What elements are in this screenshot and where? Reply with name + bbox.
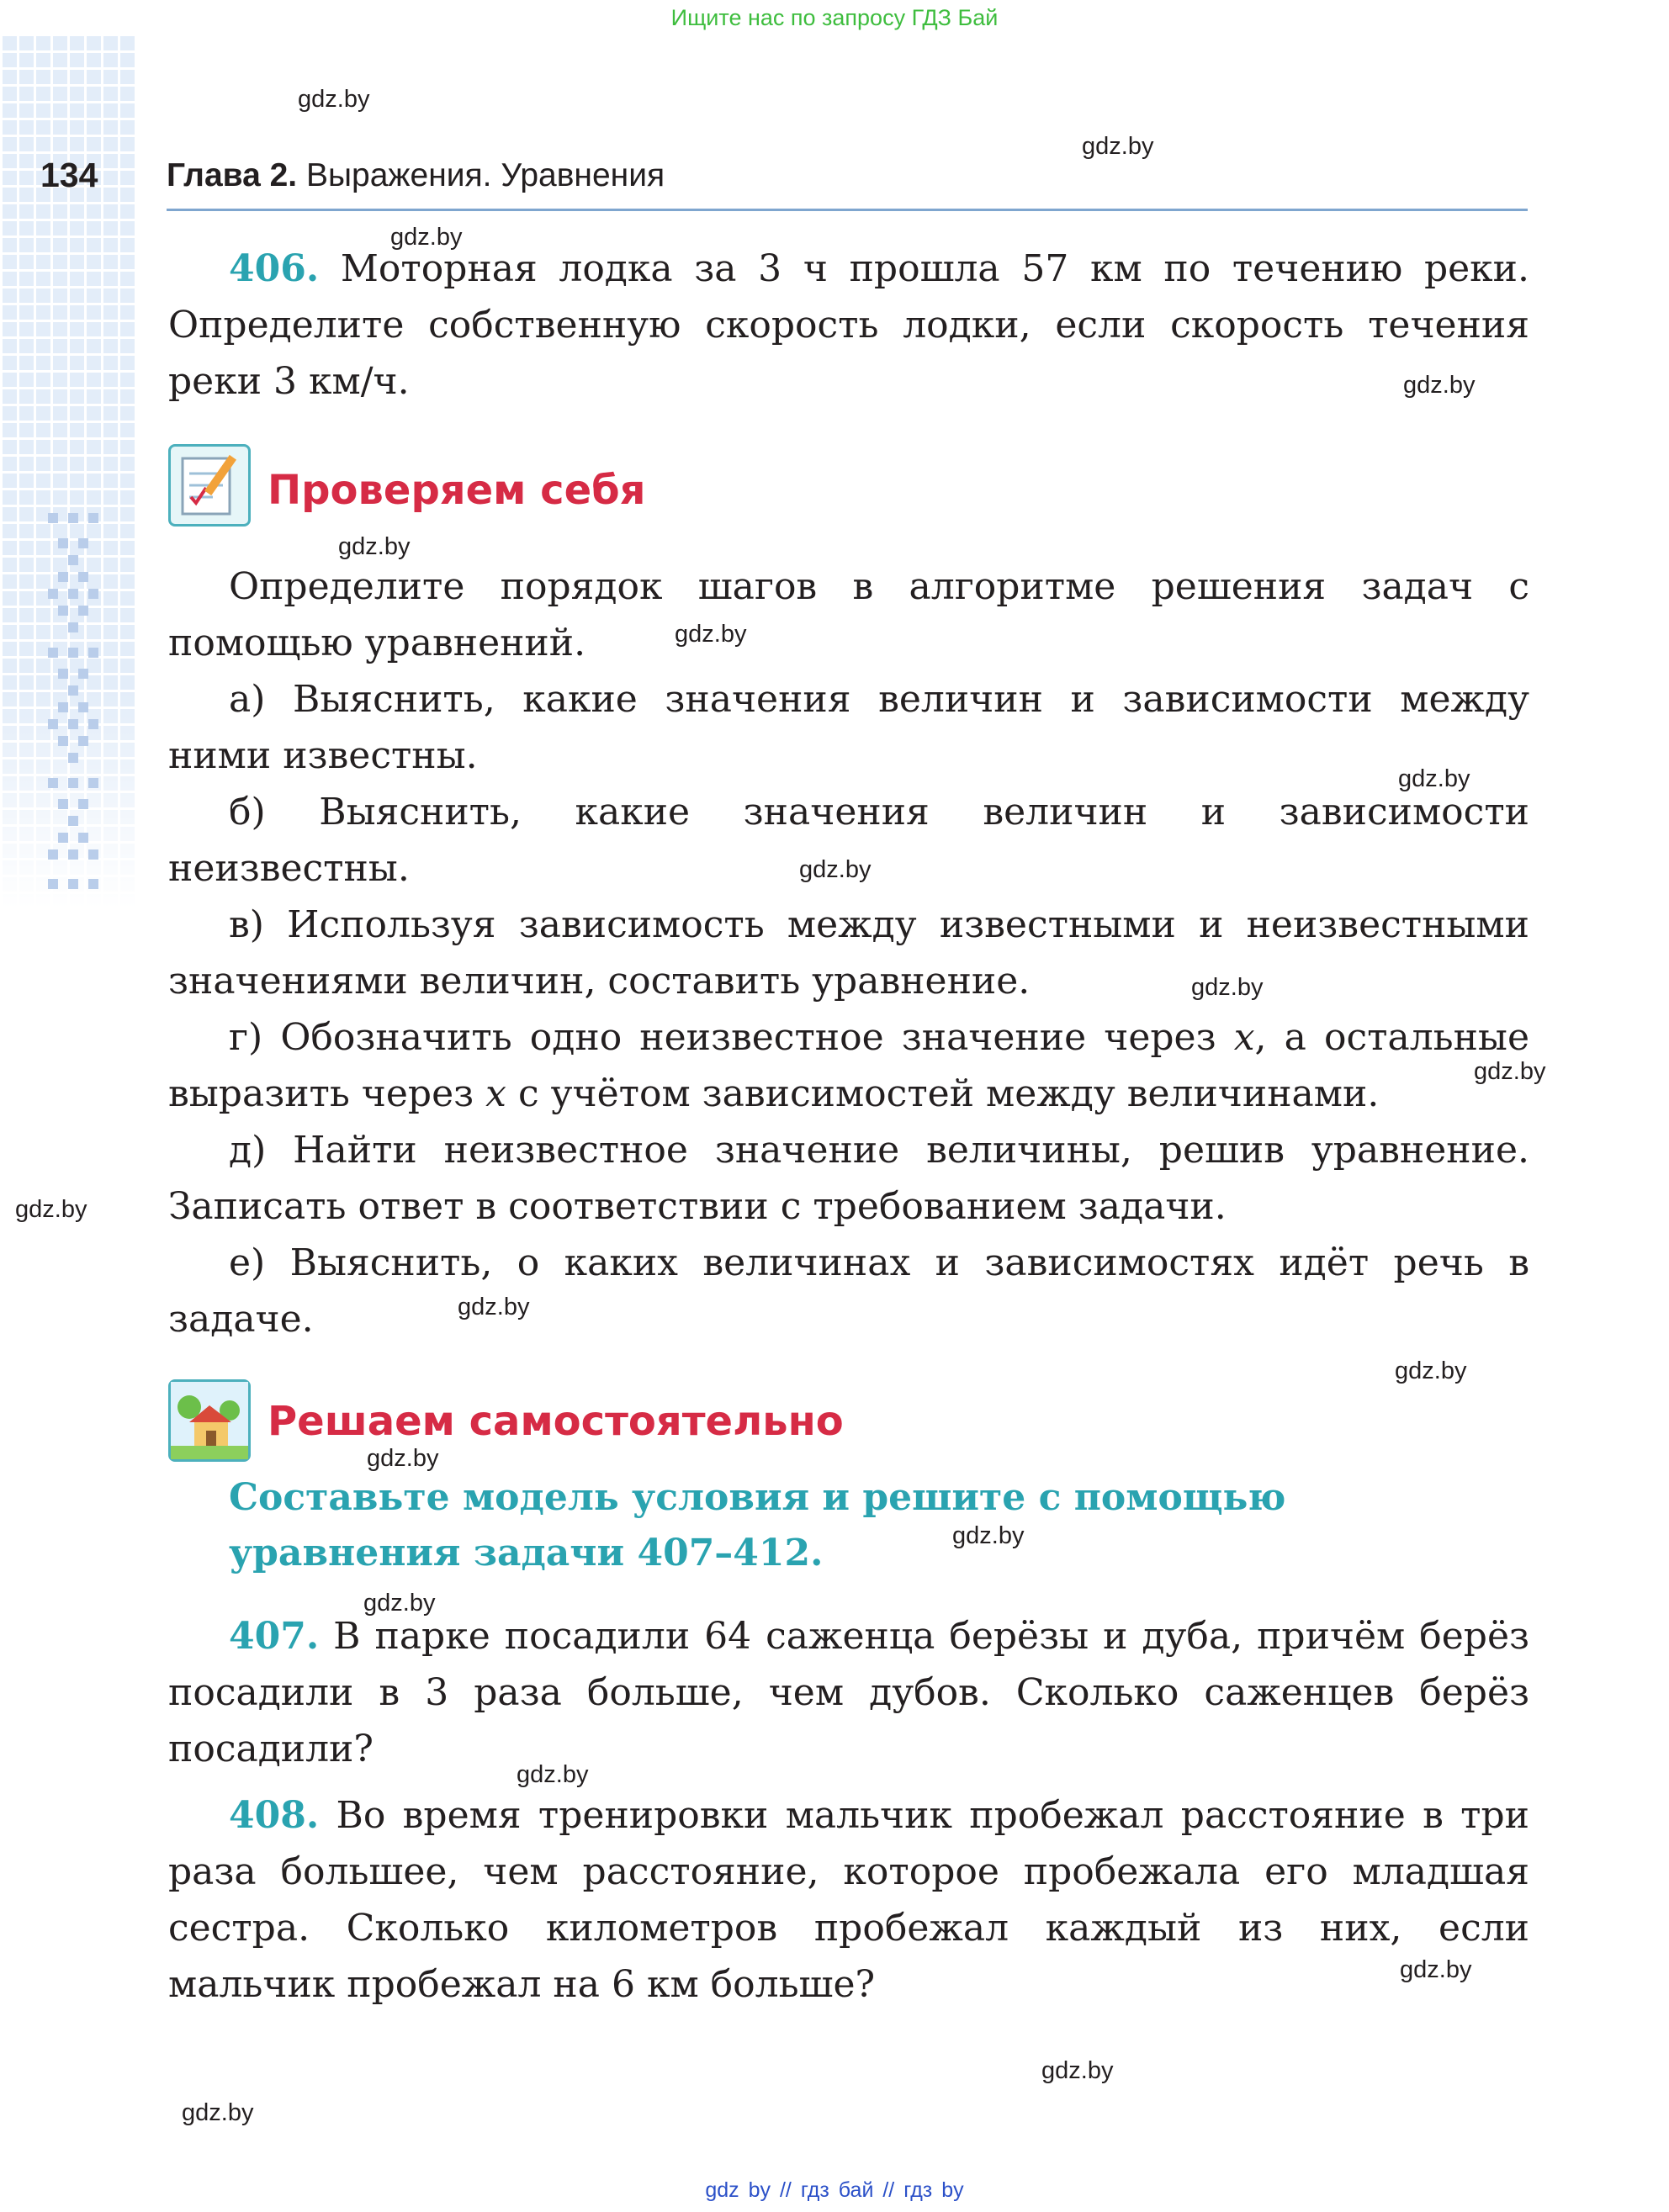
watermark: gdz.by (363, 1590, 436, 1617)
watermark: gdz.by (367, 1445, 439, 1472)
top-banner: Ищите нас по запросу ГДЗ Бай (670, 5, 999, 30)
chapter-title: Выражения. Уравнения (306, 157, 665, 193)
watermark: gdz.by (517, 1761, 589, 1788)
check-yourself-body (168, 558, 1529, 1347)
chapter-label: Глава 2. (167, 157, 298, 193)
ornament-icon (44, 505, 103, 900)
variable-x: x (485, 1072, 506, 1115)
header-rule (167, 209, 1528, 211)
house-icon (171, 1382, 248, 1459)
variable-x: x (1233, 1016, 1255, 1059)
problem-number: 408. (229, 1794, 320, 1837)
problem-406 (168, 241, 1529, 410)
house-icon-box (168, 1379, 251, 1462)
footer-links[interactable]: gdz by // гдз бай // гдз by (705, 2178, 964, 2202)
watermark: gdz.by (458, 1294, 530, 1320)
step-g: г) Обозначить одно неизвестное значение через x, а остальные выразить через x с учётом зависимостей между величинами. (168, 1016, 1529, 1115)
check-icon (168, 444, 251, 527)
clipboard-pencil-icon (171, 447, 248, 524)
watermark: gdz.by (1474, 1058, 1546, 1085)
watermark: gdz.by (15, 1196, 87, 1223)
page-number: 134 (40, 156, 98, 194)
watermark: gdz.by (182, 2099, 254, 2126)
watermark: gdz.by (1403, 372, 1476, 399)
check-intro: Определите порядок шагов в алгоритме решения задач с помощью уравнений. (168, 565, 1529, 664)
watermark: gdz.by (1082, 133, 1154, 160)
watermark: gdz.by (1395, 1357, 1467, 1384)
problem-number: 406. (229, 247, 320, 290)
watermark: gdz.by (1191, 974, 1264, 1001)
watermark: gdz.by (1400, 1956, 1472, 1983)
watermark: gdz.by (390, 224, 463, 251)
problem-number: 407. (229, 1615, 320, 1658)
watermark: gdz.by (1041, 2057, 1114, 2084)
section-title-solve: Решаем самостоятельно (268, 1398, 844, 1445)
problem-text: В парке посадили 64 саженца берёзы и дуба, причём берёз посадили в 3 раза больше, чем дубов. Сколько саженцев берёз посадили? (168, 1615, 1529, 1770)
watermark: gdz.by (1398, 765, 1470, 792)
watermark: gdz.by (952, 1522, 1025, 1549)
step-b: б) Выяснить, какие значения величин и зависимости неизвестны. (168, 791, 1529, 890)
watermark: gdz.by (338, 533, 411, 560)
watermark: gdz.by (799, 856, 872, 883)
step-e: е) Выяснить, о каких величинах и зависимостях идёт речь в задаче. (168, 1241, 1529, 1341)
problem-text: Моторная лодка за 3 ч прошла 57 км по течению реки. Определите собственную скорость лодки, если скорость течения реки 3 км/ч. (168, 247, 1529, 403)
problem-407 (168, 1608, 1529, 1777)
section-title-check: Проверяем себя (268, 467, 646, 514)
step-d: д) Найти неизвестное значение величины, решив уравнение. Записать ответ в соответствии с требованием задачи. (168, 1129, 1529, 1228)
watermark: gdz.by (298, 86, 370, 113)
step-a: а) Выяснить, какие значения величин и зависимости между ними известны. (168, 678, 1529, 777)
watermark: gdz.by (675, 621, 747, 648)
chapter-heading (167, 157, 665, 194)
problem-text: Во время тренировки мальчик пробежал расстояние в три раза большее, чем расстояние, которое пробежала его младшая сестра. Сколько километров пробежал каждый из них, если мальчик пробежал на 6 км больше? (168, 1794, 1529, 2006)
step-v: в) Используя зависимость между известными и неизвестными значениями величин, составить уравнение. (168, 903, 1529, 1003)
solve-instruction: Составьте модель условия и решите с помощью уравнения задачи 407–412. (229, 1476, 1286, 1574)
problem-408 (168, 1787, 1529, 2013)
